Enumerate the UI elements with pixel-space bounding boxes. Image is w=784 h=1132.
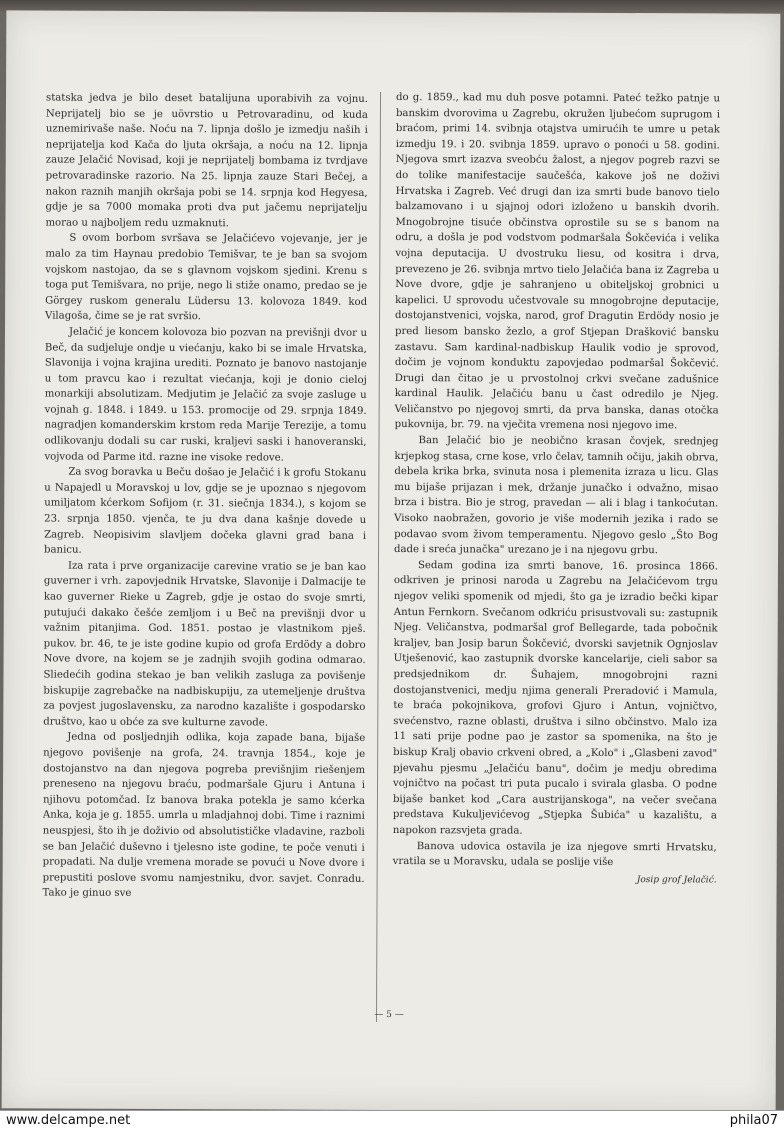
- paragraph: S ovom borbom svršava se Jelačićevo vojevanje, jer je malo za tim Haynau predobio Temišvar, te je ban sa svojom vojskom nastojao, da se s glavnom vojskom sjedini. Krenu s toga put Temišvara, no prije, nego li stiže onamo, predao se je Görgey ruskom generalu Lüdersu 13. kolovoza 1849. kod Vilagoša, čime se je rat svršio.: [45, 232, 368, 323]
- seller-watermark: phila07: [729, 1113, 778, 1128]
- right-column: [393, 90, 720, 889]
- paragraph: statska jedva je bilo deset batalijuna uporabivih za vojnu. Neprijatelj bio se je uövrstio u Petrovaradinu, od kuda uznemirivaše naše. Noću na 7. lipnja došlo je izmedju naših i neprijatelja kod Kača do ljuta okršaja, a noću na 12. lipnja zauze Jelačić Novisad, koji je neprijatelj bombama iz tvrdjave petrovaradinske razorio. Na 25. lipnja zauze Stari Bečej, a nakon raznih manjih okršaja pobi se 14. srpnja kod Hegyesa, gdje je sa 7000 momaka proti dva put jačemu neprijatelju morao u najboljem redu uzmaknuti.: [45, 92, 369, 230]
- watermark-footer: [0, 1110, 784, 1132]
- paragraph: Sedam godina iza smrti banove, 16. prosinca 1866. odkriven je prinosi naroda u Zagrebu na Jelačićevom trgu njegov veliki spomenik od mjedi, što ga je izradio bečki kipar Antun Fernkorn. Svečanom odkriću prisustvovali su: zastupnik Njeg. Veličanstva, podmaršal grof Bellegarde, tada pobočnik kraljev, ban Josip barun Šokčević, dvorski savjetnik Ognjoslav Utješenović, kao zastupnik dvorske kancelarije, cieli sabor sa predsjednikom dr. Šuhajem, mnogobrojni razni dostojanstvenici, medju njima generali Preradović i Mamula, te braća pokojnikova, grofovi Gjuro i Antun, vojničtvo, svećenstvo, razne oblasti, društva i silno občinstvo. Malo iza 11 sati prije podne pao je zastor sa spomenika, na što je biskup Kralj obavio crkveni obred, a „Kolo" i „Glasbeni zavod" pjevahu pjesmu „Jelačiću banu", dočim je medju obredima vojničtvo na počast tri puta pucalo i svirala glasba. O podne bijaše banket kod „Cara austrijanskoga", na večer svečana predstava Kukuljevićevog „Stjepka Šubića" u kazalištu, a napokon razsvjeta grada.: [392, 559, 719, 837]
- paragraph: do g. 1859., kad mu duh posve potamni. Pateć težko patnje u banskim dvorovima u Zagrebu, okružen ljubećom suprugom i braćom, primi 14. svibnja otajstva umirućih te umre u petak izmedju 19. i 20. svibnja 1859. upravo o ponoći u 58. godini. Njegova smrt izazva sveobću žalost, a njegov pogreb razvi se do tolike manifestacije saučešća, kakove još ne doživi Hrvatska i Zagreb. Već drugi dan iza smrti bude banovo tielo balzamovano i u sjajnoj odori izloženo u banskih dvorih. Mnogobrojne tisuće občinstva oprostile su se s banom na odru, a došla je pod vodstvom podmaršala Šokčevića i velika vojna deputacija. U dvostruku liesu, od kositra i drva, prevezeno je 26. svibnja mrtvo tielo Jelačića bana iz Zagreba u Nove dvore, gdje je sahranjeno u obiteljskoj grobnici u kapelici. U sprovodu učestvovale su mnogobrojne deputacije, dostojanstvenici, vojska, narod, grof Dragutin Erdödy nosio je pred liesom bansko žezlo, a grof Stjepan Drašković bansku zastavu. Sam kardinal-nadbiskup Haulik vodio je sprovod, dočim je vojnom konduktu zapovjedao podmaršal Šokčević. Drugi dan čitao je u prvostolnoj crkvi svečane zadušnice kardinal Haulik. Jelačiću banu u čast odredilo je Njeg. Veličanstvo po njegovoj smrti, da prva banska, danas otočka pukovnija, br. 79. na vječita vremena nosi njegovo ime.: [394, 92, 721, 432]
- paragraph: Jedna od posljednjih odlika, koja zapade bana, bijaše njegovo povišenje na grofa, 24. travnja 1854., koje je dostojanstvo na dan njegova pogreba previšnjim riešenjem preneseno na njegovu braću, podmaršale Gjuru i Antuna i njihovu potomčad. Iz banova braka potekla je samo kćerka Anka, koja je g. 1855. umrla u mladjahnoj dobi. Time i raznimi neuspjesi, što ih je doživio od absolutističke vladavine, razboli se ban Jelačić duševno i tjelesno iste godine, te poče venuti i propadati. Na dulje vremena morade se povući u Nove dvore i prepustiti poslove svomu namjestniku, dvor. savjet. Conradu. Tako je ginuo sve: [42, 731, 366, 900]
- site-watermark: www.delcampe.net: [6, 1113, 131, 1128]
- author-signature: Josip grof Jelačić.: [636, 874, 717, 886]
- paragraph: Iza rata i prve organizacije carevine vratio se je ban kao guverner i vrh. zapovjednik Hrvatske, Slavonije i Dalmacije te kao guverner Rieke u Zagreb, gdje je ostao do svoje smrti, putujući dakako češće zemljom i u Beč na previšnji dvor u važnim pitanjima. God. 1851. postao je vlastnikom pješ. pukov. br. 46, te je iste godine kupio od grofa Erdödy a dobro Nove dvore, na kojem se je zadnjih svojih godina odmarao. Sliedećih godina stekao je ban velikih zasluga za povišenje biskupije zagrebačke na nadbiskupiju, za utemeljenje društva za povjest jugoslavensku, za narodno kazalište i gospodarsko društvo, kao u obće za sve kulturne zavode.: [43, 560, 366, 729]
- paragraph: Za svog boravka u Beču došao je Jelačić i k grofu Stokanu u Napajedl u Moravskoj u lov, gdje se je upoznao s njegovom umiljatom kćerkom Sofijom (r. 31. siečnja 1834.), s kojom se 23. srpnja 1850. vjenča, te ju dva dana kašnje dovede u Zagreb. Neopisivim slavljem dočeka glavni grad bana i banicu.: [44, 466, 367, 556]
- left-column: [43, 90, 369, 902]
- column-divider: [376, 92, 381, 1022]
- document-page: [2, 10, 781, 1111]
- page-number: — 5 —: [374, 1009, 404, 1021]
- paragraph: Jelačić je koncem kolovoza bio pozvan na previšnji dvor u Beč, da sudjeluje ondje u viećanju, kako bi se imale Hrvatska, Slavonija i vojna krajina urediti. Poznato je banovo nastojanje u tom pravcu kao i rezultat viećanja, koji je donio cielој monarkiji absolutizam. Medjutim je Jelačić za svoje zasluge u vojnah g. 1848. i 1849. u 153. promocije od 29. srpnja 1849. nagradjen komanderskim krstom reda Marije Terezije, a tomu odlikovanju dodali su car ruski, kraljevi saski i hanoveranski, vojvoda od Parme itd. razne ine visoke redove.: [44, 326, 368, 464]
- paragraph: Ban Jelačić bio je neobično krasan čovjek, srednjeg krjepkog stasa, crne kose, vrlo čelav, tamnih očiju, jakih obrva, debela krika brka, svinuta nosa i plemenita izraza u licu. Glas mu bijaše prijazan i mek, držanje junačko i odvažno, misao brza i bistra. Bio je strog, pravedan — ali i blag i tankoćutan. Visoko naobražen, govorio je više modernih jezika i rado se podavao svom živom temperamentu. Njegovo geslo „Što Bog dade i sreća junačka" urezano je i na njegovu grbu.: [394, 435, 719, 557]
- paragraph: Banova udovica ostavila je iza njegove smrti Hrvatsku, vratila se u Moravsku, udala se poslije više: [392, 840, 717, 869]
